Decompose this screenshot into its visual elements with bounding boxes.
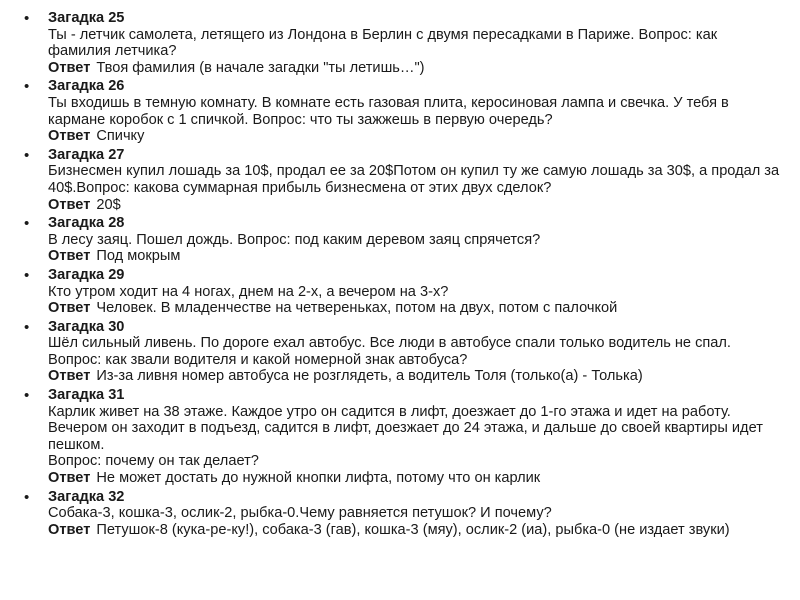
- riddle-answer-line: [48, 248, 784, 265]
- riddle-question-part-2: Вечером он заходит в подъезд, садится в лифт, доезжает до 24 этажа, и дальше до своей квартиры идет пешком.: [48, 420, 763, 453]
- riddle-title: Загадка 30: [48, 318, 125, 335]
- riddle-answer-line: [48, 60, 784, 77]
- riddle-title: Загадка 29: [48, 266, 125, 283]
- riddle-title: Загадка 26: [48, 78, 125, 95]
- riddle-answer: Петушок-8 (кука-ре-ку!), собака-3 (гав), кошка-3 (мяу), ослик-2 (иа), рыбка-0 (не издает звуки): [96, 521, 730, 538]
- riddle-question-part-3: Вопрос: почему он так делает?: [48, 453, 259, 470]
- riddle-title: Загадка 25: [48, 10, 125, 26]
- riddle-question: Шёл сильный ливень. По дороге ехал автобус. Все люди в автобусе спали только водитель не спал. Вопрос: как звали водителя и какой номерной знак автобуса?: [48, 335, 731, 368]
- bullet-icon: •: [24, 215, 30, 233]
- answer-label: Ответ: [48, 521, 91, 538]
- riddle-answer-line: [48, 368, 784, 385]
- riddle-title: Загадка 28: [48, 215, 125, 232]
- riddle-title: Загадка 32: [48, 488, 125, 505]
- bullet-icon: •: [24, 387, 30, 405]
- riddle-answer: Из-за ливня номер автобуса не розглядеть, а водитель Толя (только(а) - Толька): [96, 368, 643, 385]
- riddle-question: Бизнесмен купил лошадь за 10$, продал ее за 20$Потом он купил ту же самую лошадь за 30$, а продал за 40$.Вопрос: какова суммарная прибыль бизнесмена от этих двух сделок?: [48, 163, 780, 196]
- riddle-item: [14, 10, 784, 76]
- riddle-answer-line: [48, 522, 784, 539]
- riddle-item: [14, 215, 784, 265]
- bullet-icon: •: [24, 266, 30, 284]
- riddle-item: [14, 267, 784, 317]
- riddle-item: [14, 489, 784, 539]
- answer-label: Ответ: [48, 59, 91, 76]
- riddle-answer-line: [48, 300, 784, 317]
- bullet-icon: •: [24, 146, 30, 164]
- bullet-icon: •: [24, 10, 30, 27]
- riddle-answer: Человек. В младенчестве на четвереньках, потом на двух, потом с палочкой: [96, 300, 618, 317]
- answer-label: Ответ: [48, 368, 91, 385]
- answer-label: Ответ: [48, 248, 91, 265]
- riddle-item: [14, 387, 784, 487]
- answer-label: Ответ: [48, 300, 91, 317]
- bullet-icon: •: [24, 488, 30, 506]
- answer-label: Ответ: [48, 470, 91, 487]
- riddle-item: [14, 78, 784, 144]
- riddle-answer: 20$: [96, 196, 121, 213]
- bullet-icon: •: [24, 318, 30, 336]
- riddle-answer: Спичку: [96, 128, 145, 145]
- riddle-title: Загадка 27: [48, 146, 125, 163]
- riddle-question: Ты входишь в темную комнату. В комнате есть газовая плита, керосиновая лампа и свечка. У тебя в кармане коробок с 1 спичкой. Вопрос: что ты зажжешь в первую очередь?: [48, 94, 729, 128]
- answer-label: Ответ: [48, 196, 91, 213]
- riddle-answer-line: [48, 197, 784, 214]
- riddle-question: Карлик живет на 38 этаже. Каждое утро он садится в лифт, доезжает до 1-го этажа и идет на работу.: [48, 403, 731, 420]
- riddle-answer-line: [48, 128, 784, 145]
- answer-label: Ответ: [48, 128, 91, 145]
- riddle-answer: Не может достать до нужной кнопки лифта, потому что он карлик: [96, 470, 541, 487]
- riddle-answer: Под мокрым: [96, 248, 181, 265]
- riddle-item: [14, 319, 784, 385]
- riddle-list: [14, 10, 784, 540]
- riddle-question: В лесу заяц. Пошел дождь. Вопрос: под каким деревом заяц спрячется?: [48, 231, 541, 248]
- riddle-title: Загадка 31: [48, 387, 125, 404]
- riddle-question: Собака-3, кошка-3, ослик-2, рыбка-0.Чему равняется петушок? И почему?: [48, 505, 552, 522]
- riddle-answer: Твоя фамилия (в начале загадки "ты летишь…"): [96, 59, 425, 76]
- riddle-question: Кто утром ходит на 4 ногах, днем на 2-х, а вечером на 3-х?: [48, 283, 449, 300]
- riddle-item: [14, 147, 784, 213]
- bullet-icon: •: [24, 78, 30, 96]
- riddle-answer-line: [48, 470, 784, 487]
- riddle-question: Ты - летчик самолета, летящего из Лондона в Берлин с двумя пересадками в Париже. Вопрос: как фамилия летчика?: [48, 26, 718, 60]
